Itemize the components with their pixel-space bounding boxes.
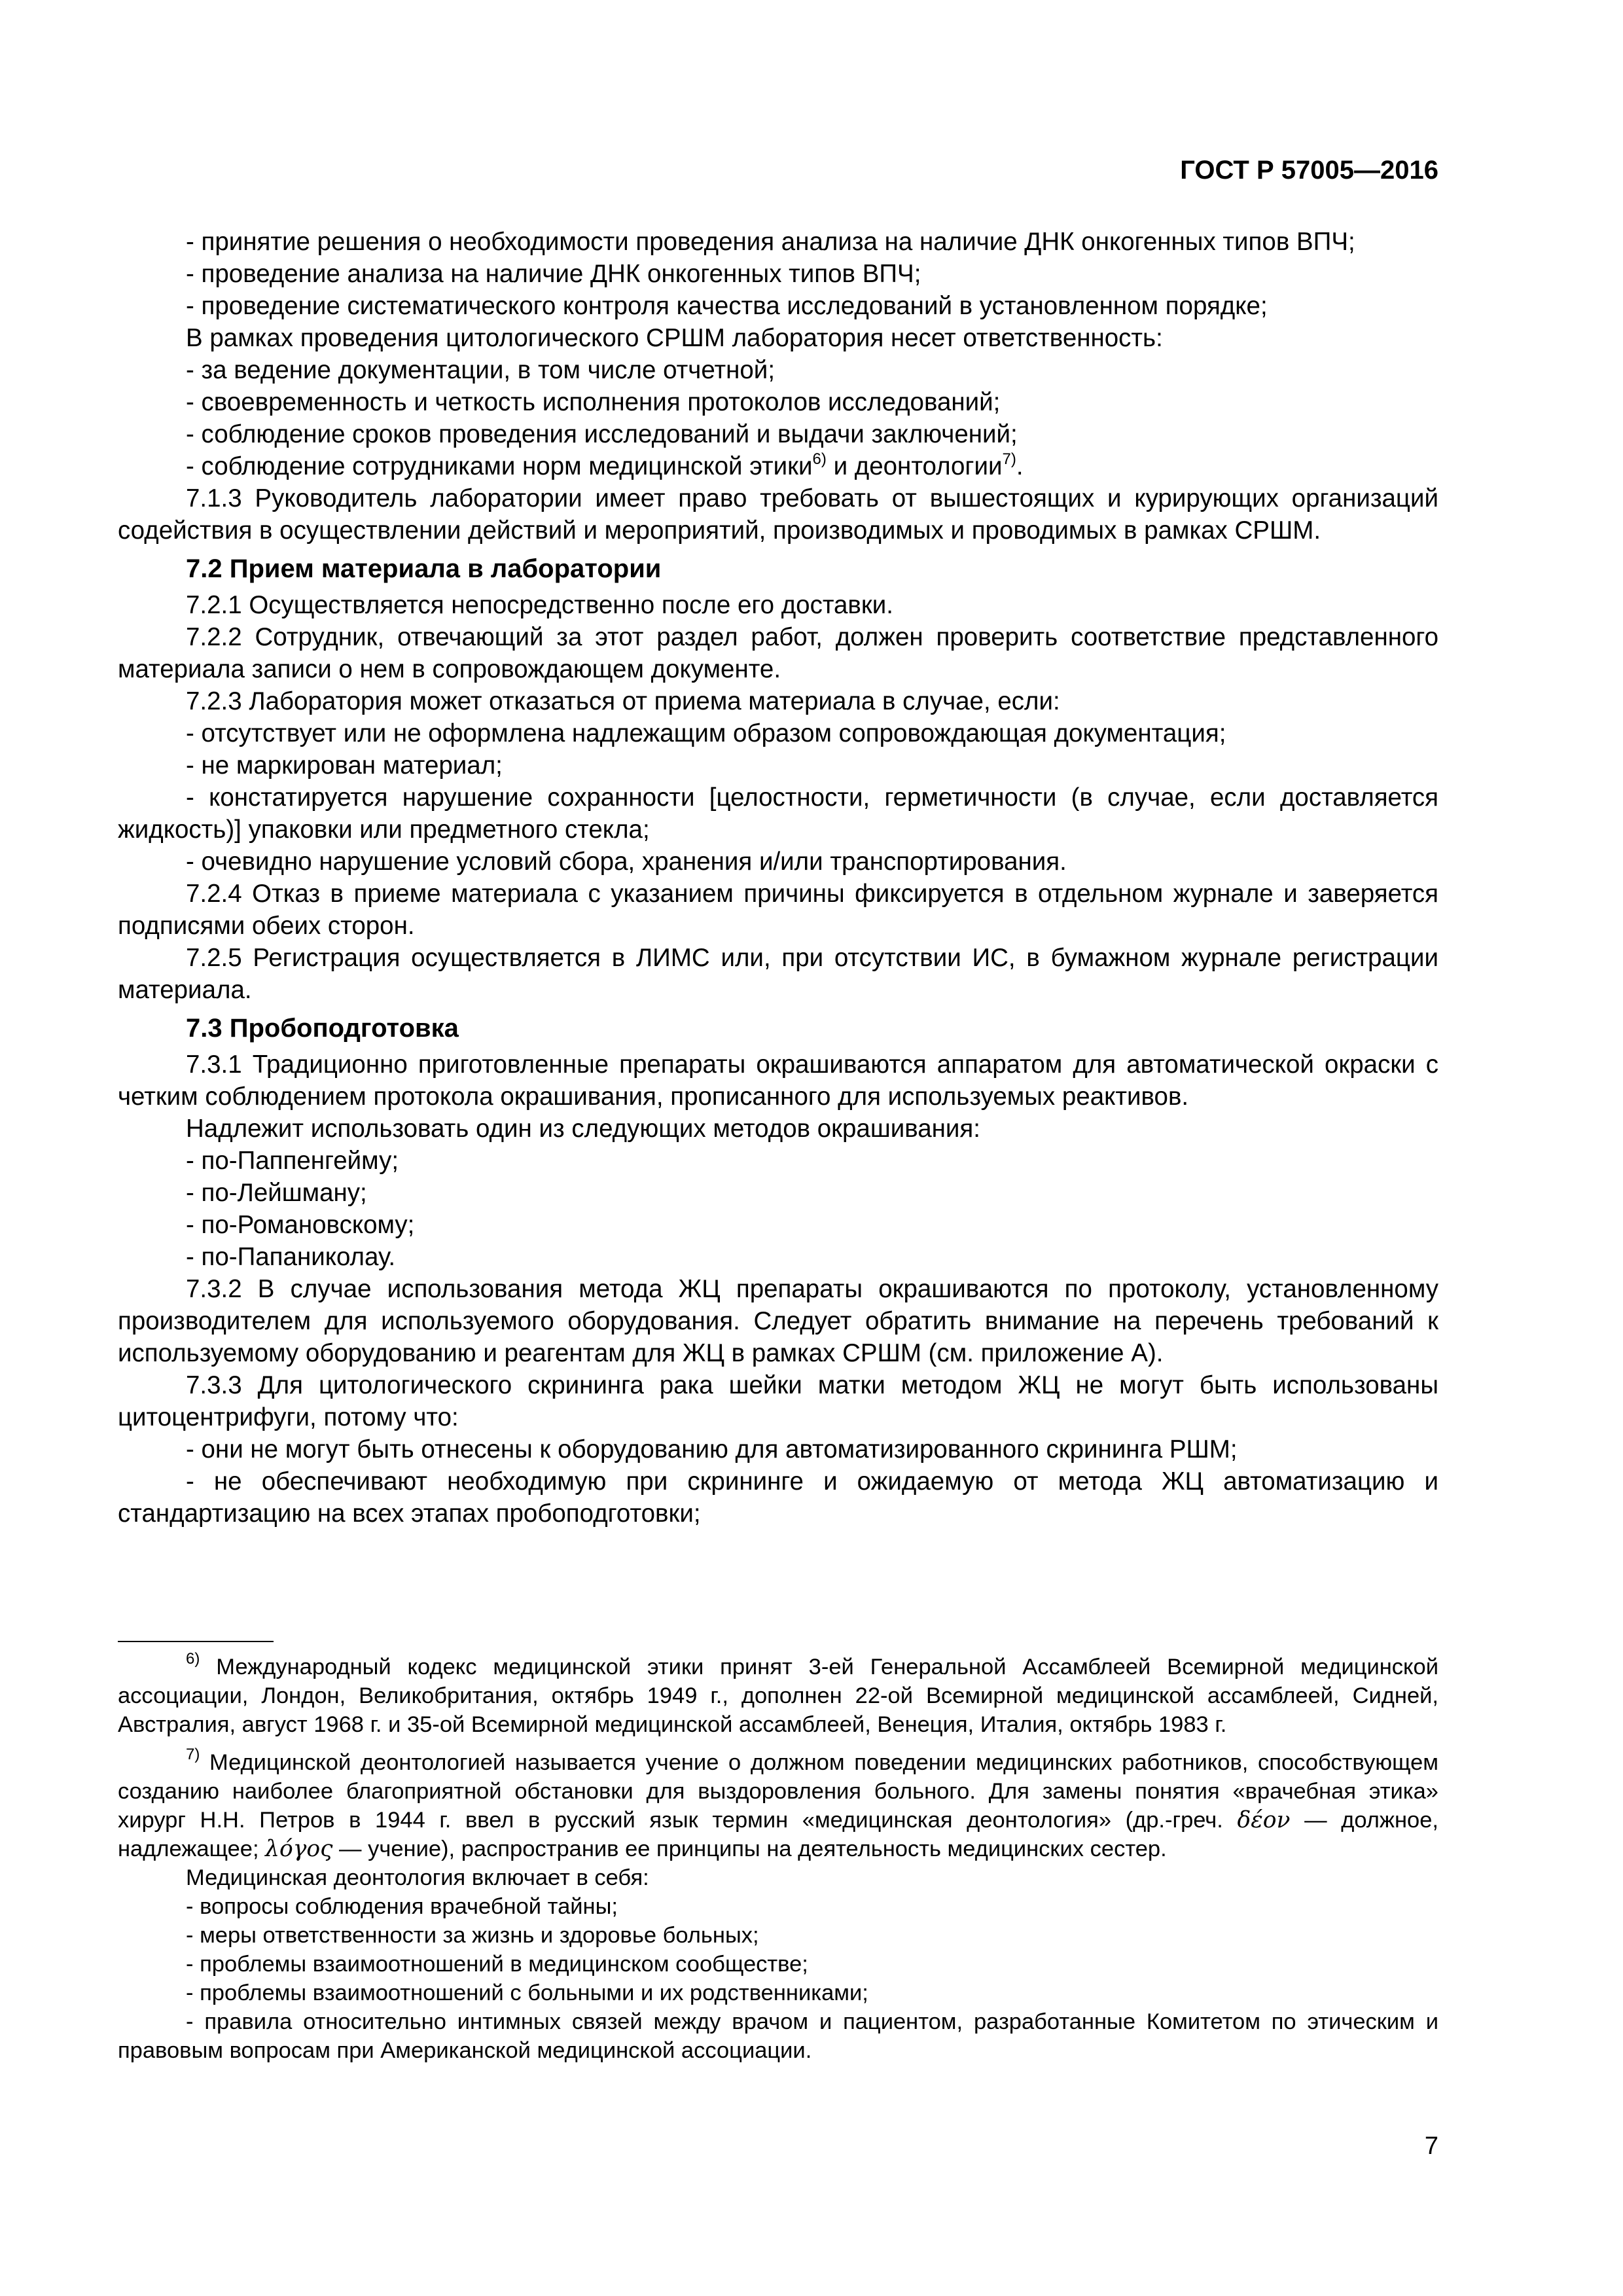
footnote-paragraph: Медицинская деонтология включает в себя:	[186, 1865, 649, 1890]
greek-word: λόγος	[265, 1836, 333, 1862]
list-item: - по-Романовскому;	[186, 1211, 415, 1239]
footnotes	[118, 1650, 1438, 2065]
section-heading-7-3: 7.3 Пробоподготовка	[186, 1014, 459, 1043]
paragraph-7-3-2: 7.3.2 В случае использования метода ЖЦ препараты окрашиваются по протоколу, установленному производителем для используемого оборудования. Следует обратить внимание на перечень требований к используемому оборудованию и реагентам для ЖЦ в рамках СРШМ (см. приложение А).	[118, 1275, 1438, 1367]
list-item: - своевременность и четкость исполнения протоколов исследований;	[186, 388, 1001, 416]
list-item: - за ведение документации, в том числе отчетной;	[186, 356, 776, 384]
list-item: - не маркирован материал;	[186, 751, 503, 780]
list-item: - проблемы взаимоотношений в медицинском сообществе;	[186, 1952, 808, 1977]
footnote-text: — учение), распространив ее принципы на деятельность медицинских сестер.	[332, 1837, 1167, 1861]
list-item: - принятие решения о необходимости проведения анализа на наличие ДНК онкогенных типов ВПЧ;	[186, 228, 1355, 256]
list-item: - очевидно нарушение условий сбора, хранения и/или транспортирования.	[186, 848, 1067, 876]
list-item: - проблемы взаимоотношений с больными и их родственниками;	[186, 1981, 868, 2005]
footnote-text: — должное, надлежащее;	[118, 1808, 1438, 1861]
footnote-ref-6[interactable]: 6)	[812, 450, 827, 468]
paragraph: Надлежит использовать один из следующих методов окрашивания:	[186, 1115, 980, 1143]
paragraph-7-1-3: 7.1.3 Руководитель лаборатории имеет право требовать от вышестоящих и курирующих организаций содействия в осуществлении действий и мероприятий, производимых и проводимых в рамках СРШМ.	[118, 484, 1438, 545]
list-item: - меры ответственности за жизнь и здоровье больных;	[186, 1923, 759, 1948]
list-item: - правила относительно интимных связей между врачом и пациентом, разработанные Комитетом по этическим и правовым вопросам при Американской медицинской ассоциации.	[118, 2009, 1438, 2063]
list-item	[186, 450, 1438, 482]
paragraph-7-3-3: 7.3.3 Для цитологического скрининга рака шейки матки методом ЖЦ не могут быть использованы цитоцентрифуги, потому что:	[118, 1371, 1438, 1431]
list-item: - соблюдение сроков проведения исследований и выдачи заключений;	[186, 420, 1018, 448]
list-item-text: и деонтологии	[826, 452, 1003, 480]
list-item: - по-Папаниколау.	[186, 1243, 396, 1271]
paragraph-7-3-1: 7.3.1 Традиционно приготовленные препараты окрашиваются аппаратом для автоматической окраски с четким соблюдением протокола окрашивания, прописанного для используемых реактивов.	[118, 1050, 1438, 1111]
footnote-mark: 6)	[186, 1650, 200, 1668]
footnote-mark: 7)	[186, 1746, 200, 1763]
list-item: - констатируется нарушение сохранности [целостности, герметичности (в случае, если доставляется жидкость)] упаковки или предметного стекла;	[118, 783, 1438, 844]
list-item-text: .	[1016, 452, 1024, 480]
list-item-text: - соблюдение сотрудниками норм медицинской этики	[186, 452, 813, 480]
list-item: - не обеспечивают необходимую при скрининге и ожидаемую от метода ЖЦ автоматизацию и стандартизацию на всех этапах пробоподготовки;	[118, 1467, 1438, 1528]
footnote-7	[118, 1748, 1438, 1863]
page-number: 7	[1424, 2132, 1438, 2160]
main-text	[118, 226, 1438, 1530]
paragraph: В рамках проведения цитологического СРШМ лаборатория несет ответственность:	[186, 324, 1163, 352]
paragraph-7-2-2: 7.2.2 Сотрудник, отвечающий за этот раздел работ, должен проверить соответствие представленного материала записи о нем в сопровождающем документе.	[118, 623, 1438, 683]
list-item: - по-Лейшману;	[186, 1179, 367, 1207]
greek-word: δέον	[1237, 1807, 1291, 1833]
section-heading-7-2: 7.2 Прием материала в лаборатории	[186, 554, 662, 583]
footnote-text: Медицинской деонтологией называется учение о должном поведении медицинских работников, способствующем созданию наиболее благоприятной обстановки для выздоровления больного. Для замены понятия «врачебная этика» хирург Н.Н. Петров в 1944 г. ввел в русский язык термин «медицинская деонтология» (др.-греч.	[118, 1750, 1438, 1833]
list-item: - проведение систематического контроля качества исследований в установленном порядке;	[186, 292, 1268, 320]
footnote-text: Международный кодекс медицинской этики принят 3-ей Генеральной Ассамблеей Всемирной медицинской ассоциации, Лондон, Великобритания, октябрь 1949 г., дополнен 22-ой Всемирной медицинской ассамблеей, Сидней, Австралия, август 1968 г. и 35-ой Всемирной медицинской ассамблеей, Венеция, Италия, октябрь 1983 г.	[118, 1655, 1438, 1737]
list-item: - они не могут быть отнесены к оборудованию для автоматизированного скрининга РШМ;	[186, 1435, 1238, 1463]
paragraph-7-2-5: 7.2.5 Регистрация осуществляется в ЛИМС или, при отсутствии ИС, в бумажном журнале регистрации материала.	[118, 944, 1438, 1004]
footnote-6	[118, 1650, 1438, 1739]
document-header: ГОСТ Р 57005—2016	[1180, 156, 1438, 185]
list-item: - по-Паппенгейму;	[186, 1147, 399, 1175]
paragraph-7-2-4: 7.2.4 Отказ в приеме материала с указанием причины фиксируется в отдельном журнале и заверяется подписями обеих сторон.	[118, 880, 1438, 940]
footnote-ref-7[interactable]: 7)	[1002, 450, 1016, 468]
paragraph-7-2-1: 7.2.1 Осуществляется непосредственно после его доставки.	[186, 591, 893, 619]
footnote-separator	[118, 1641, 274, 1642]
paragraph-7-2-3: 7.2.3 Лаборатория может отказаться от приема материала в случае, если:	[186, 687, 1060, 715]
list-item: - отсутствует или не оформлена надлежащим образом сопровождающая документация;	[186, 719, 1226, 747]
list-item: - вопросы соблюдения врачебной тайны;	[186, 1894, 618, 1919]
list-item: - проведение анализа на наличие ДНК онкогенных типов ВПЧ;	[186, 260, 921, 288]
